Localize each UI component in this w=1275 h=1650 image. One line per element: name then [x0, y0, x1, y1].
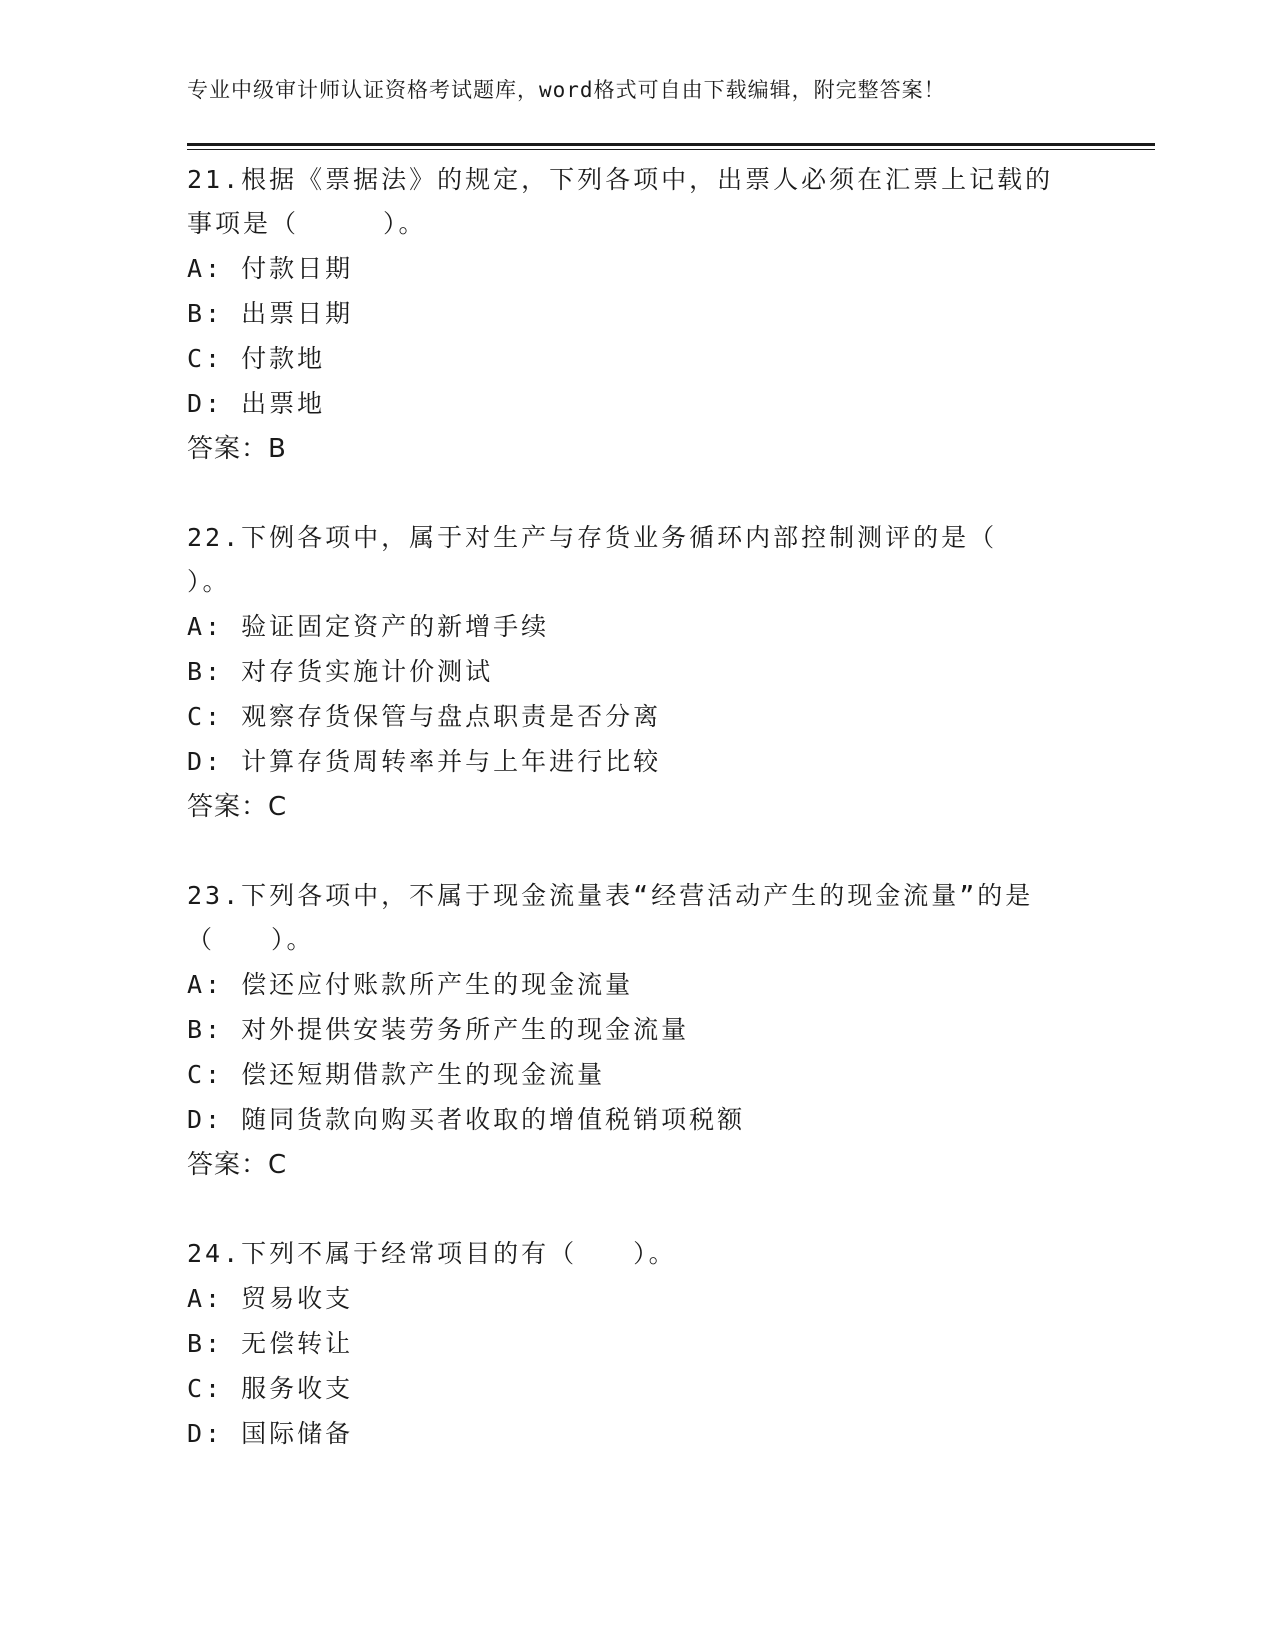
option-c: C: 观察存货保管与盘点职责是否分离	[187, 702, 662, 731]
option-a: A: 贸易收支	[187, 1284, 354, 1313]
question-23	[187, 874, 1087, 1188]
answer: 答案：C	[187, 792, 288, 822]
option-c: C: 付款地	[187, 344, 326, 373]
question-stem-continued: 事项是（ ）。	[187, 209, 427, 238]
answer: 答案：C	[187, 1150, 288, 1180]
option-c: C: 偿还短期借款产生的现金流量	[187, 1060, 606, 1089]
option-b: B: 无偿转让	[187, 1329, 354, 1358]
page-header: 专业中级审计师认证资格考试题库，word格式可自由下载编辑，附完整答案！	[187, 78, 946, 102]
question-21	[187, 158, 1087, 472]
option-b: B: 出票日期	[187, 299, 354, 328]
question-list	[187, 158, 1087, 1500]
question-24	[187, 1232, 1087, 1456]
option-a: A: 验证固定资产的新增手续	[187, 612, 550, 641]
header-rule-thin	[187, 149, 1155, 150]
option-d: D: 计算存货周转率并与上年进行比较	[187, 747, 662, 776]
option-c: C: 服务收支	[187, 1374, 354, 1403]
answer: 答案：B	[187, 434, 287, 464]
option-d: D: 随同货款向购买者收取的增值税销项税额	[187, 1105, 746, 1134]
option-a: A: 偿还应付账款所产生的现金流量	[187, 970, 634, 999]
option-b: B: 对存货实施计价测试	[187, 657, 494, 686]
question-stem-continued: ）。	[187, 567, 231, 596]
question-stem: 21.根据《票据法》的规定，下列各项中，出票人必须在汇票上记载的	[187, 165, 1054, 194]
question-stem-continued: （ ）。	[187, 925, 315, 954]
option-b: B: 对外提供安装劳务所产生的现金流量	[187, 1015, 690, 1044]
header-rule-thick	[187, 143, 1155, 146]
question-stem: 23.下列各项中，不属于现金流量表“经营活动产生的现金流量”的是	[187, 881, 1034, 910]
option-d: D: 国际储备	[187, 1419, 354, 1448]
question-stem: 22.下例各项中，属于对生产与存货业务循环内部控制测评的是（	[187, 523, 998, 552]
question-stem: 24.下列不属于经常项目的有（ ）。	[187, 1239, 677, 1268]
option-a: A: 付款日期	[187, 254, 354, 283]
option-d: D: 出票地	[187, 389, 326, 418]
question-22	[187, 516, 1087, 830]
